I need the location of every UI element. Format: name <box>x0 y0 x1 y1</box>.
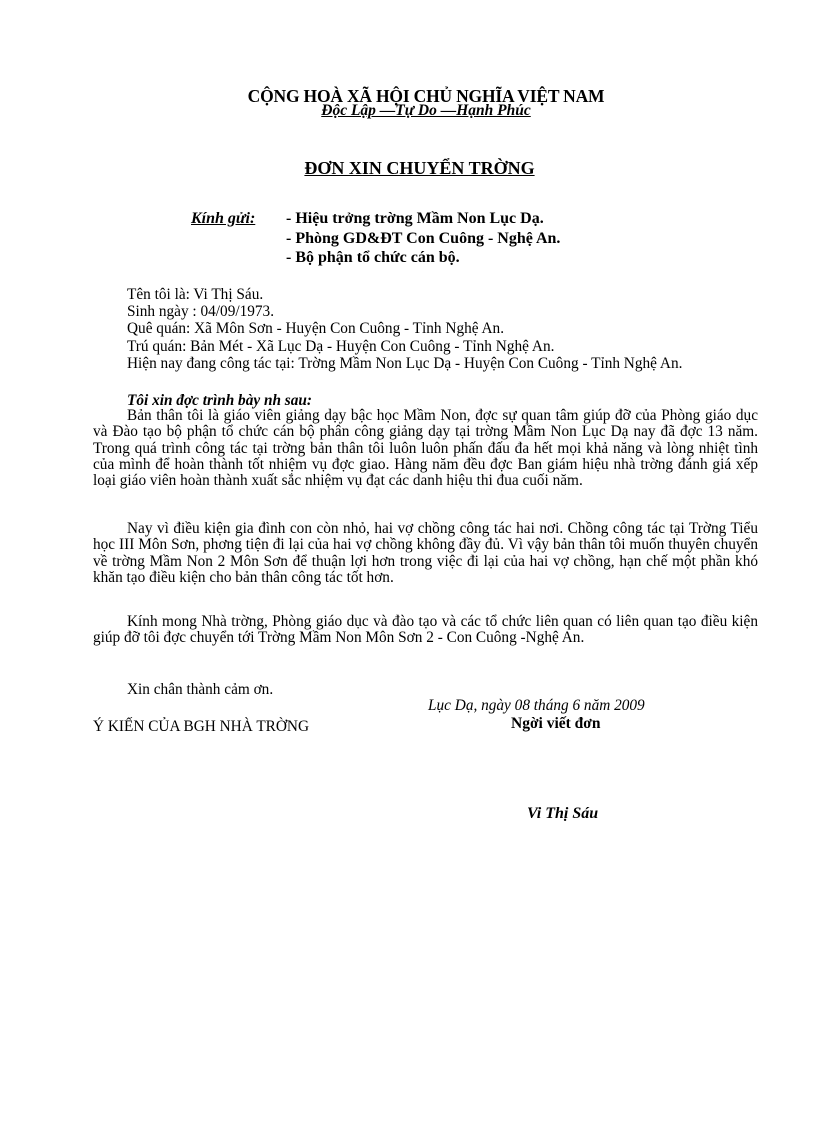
applicant-signature-name: Vi Thị Sáu <box>527 805 599 822</box>
recipient-education-office: - Phòng GD&ĐT Con Cuông - Nghệ An. <box>286 230 561 247</box>
national-title: CỘNG HOÀ XÃ HỘI CHỦ NGHĨA VIỆT NAM <box>247 86 605 106</box>
body-paragraph-3: Kính mong Nhà trờng, Phòng giáo dục và đào tạo và các tổ chức liên quan có liên quan tạo điều kiện giúp đỡ tôi đợc chuyển tới Trờng Mầm Non Môn Sơn 2 - Con Cuông -Nghệ An. <box>93 613 758 647</box>
info-residence: Trú quán: Bản Mét - Xã Lục Dạ - Huyện Con Cuông - Tỉnh Nghệ An. <box>127 338 555 355</box>
recipient-personnel-dept: - Bộ phận tổ chức cán bộ. <box>286 249 460 266</box>
closing-thanks: Xin chân thành cảm ơn. <box>127 681 274 698</box>
body-paragraph-2: Nay vì điều kiện gia đình con còn nhỏ, hai vợ chồng công tác hai nơi. Chồng công tác tại Trờng Tiểu học III Môn Sơn, phơng tiện đi lại của hai vợ chồng không đầy đủ. Vì vậy bản thân tôi muốn thuyên chuyển về trờng Mầm Non 2 Môn Sơn để thuận lợi hơn trong việc đi lại của hai vợ chồng, hạn chế một phần khó khăn tạo điều kiện cho bản thân công tác tốt hơn. <box>93 520 758 586</box>
board-opinion-heading: Ý KIẾN CỦA BGH NHÀ TRỜNG <box>93 718 310 735</box>
info-workplace: Hiện nay đang công tác tại: Trờng Mầm Non Lục Dạ - Huyện Con Cuông - Tỉnh Nghệ An. <box>127 355 683 372</box>
info-birth-date: Sinh ngày : 04/09/1973. <box>127 303 275 320</box>
document-title: ĐƠN XIN CHUYỂN TRỜNG <box>304 158 535 178</box>
national-motto: Độc Lập —Tự Do —Hạnh Phúc <box>321 102 531 119</box>
info-name: Tên tôi là: Vi Thị Sáu. <box>127 286 264 303</box>
info-hometown: Quê quán: Xã Môn Sơn - Huyện Con Cuông - Tỉnh Nghệ An. <box>127 320 505 337</box>
body-lead: Tôi xin đợc trình bày nh sau: <box>127 392 313 409</box>
recipient-principal: - Hiệu trởng trờng Mầm Non Lục Dạ. <box>286 210 544 227</box>
applicant-label: Ngời viết đơn <box>511 715 601 732</box>
body-paragraph-1: Bản thân tôi là giáo viên giảng dạy bậc học Mầm Non, đợc sự quan tâm giúp đỡ của Phòng giáo dục và Đào tạo bộ phận tổ chức cán bộ phân công giảng dạy tại trờng Mầm Non Lục Dạ nay đã đợc 13 năm. Trong quá trình công tác tại trờng bản thân tôi luôn luôn phấn đấu đa hết mọi khả năng và lòng nhiệt tình của mình để hoàn thành tốt nhiệm vụ đợc giao. Hàng năm đều đợc Ban giám hiệu nhà trờng đánh giá xếp loại giáo viên hoàn thành xuất sắc nhiệm vụ đạt các danh hiệu thi đua cuối năm. <box>93 407 758 490</box>
address-label: Kính gửi: <box>191 210 256 227</box>
place-date: Lục Dạ, ngày 08 tháng 6 năm 2009 <box>428 697 645 714</box>
